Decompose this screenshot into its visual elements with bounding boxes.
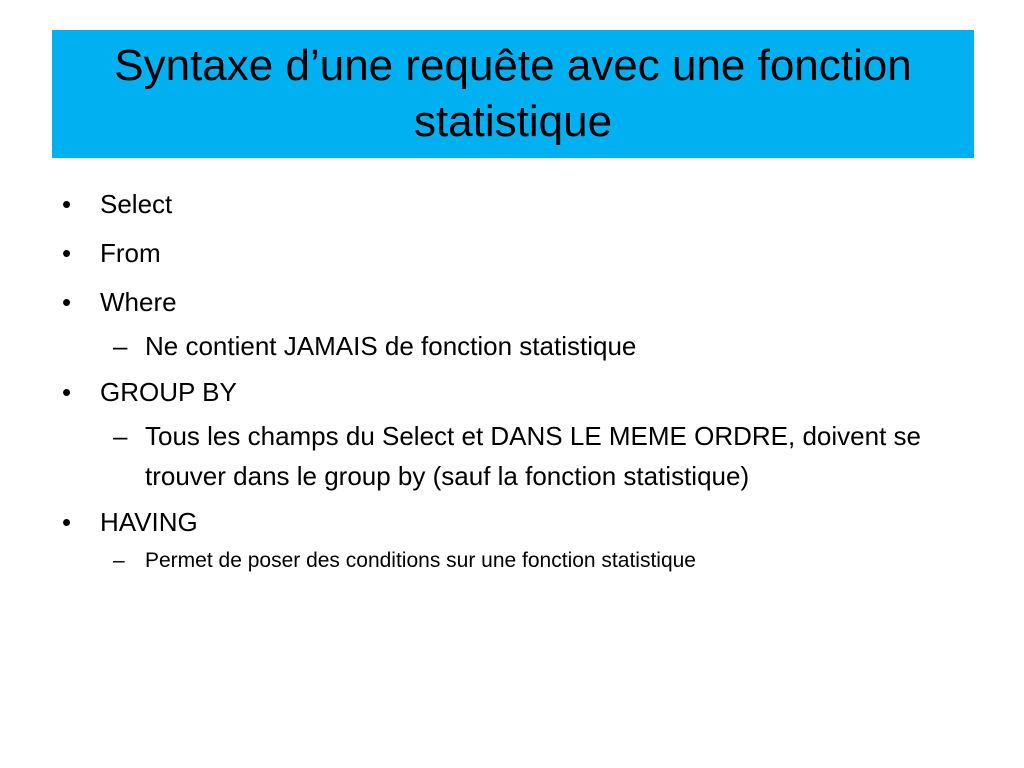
slide-title: Syntaxe d’une requête avec une fonction statistique xyxy=(114,41,912,146)
bullet-label: HAVING xyxy=(100,507,198,537)
sub-item-group-by xyxy=(100,416,958,496)
sub-item-label: Tous les champs du Select et DANS LE MEME ORDRE, doivent se trouver dans le group by (sauf la fonction statistique) xyxy=(145,421,921,491)
dash-icon: – xyxy=(113,421,128,451)
bullet-label: GROUP BY xyxy=(100,377,237,407)
bullet-icon: • xyxy=(62,189,72,219)
bullet-item-where xyxy=(58,286,958,366)
sub-item-label: Permet de poser des conditions sur une fonction statistique xyxy=(145,549,696,572)
sub-item-where xyxy=(100,326,958,366)
dash-icon: – xyxy=(113,549,125,572)
bullet-label: From xyxy=(100,238,161,268)
sub-item-having xyxy=(100,546,958,576)
dash-icon: – xyxy=(113,331,128,361)
bullet-list xyxy=(58,188,958,576)
bullet-label: Select xyxy=(100,189,173,219)
bullet-icon: • xyxy=(62,377,72,407)
sub-list xyxy=(100,326,958,366)
bullet-content xyxy=(58,188,958,586)
bullet-icon: • xyxy=(62,238,72,268)
bullet-item-group-by xyxy=(58,376,958,496)
sub-item-label: Ne contient JAMAIS de fonction statistique xyxy=(145,331,637,361)
sub-list xyxy=(100,416,958,496)
bullet-icon: • xyxy=(62,507,72,537)
bullet-item-select xyxy=(58,188,958,221)
bullet-item-having xyxy=(58,506,958,576)
title-banner xyxy=(52,30,974,158)
bullet-label: Where xyxy=(100,287,177,317)
bullet-item-from xyxy=(58,237,958,270)
sub-list xyxy=(100,546,958,576)
bullet-icon: • xyxy=(62,287,72,317)
